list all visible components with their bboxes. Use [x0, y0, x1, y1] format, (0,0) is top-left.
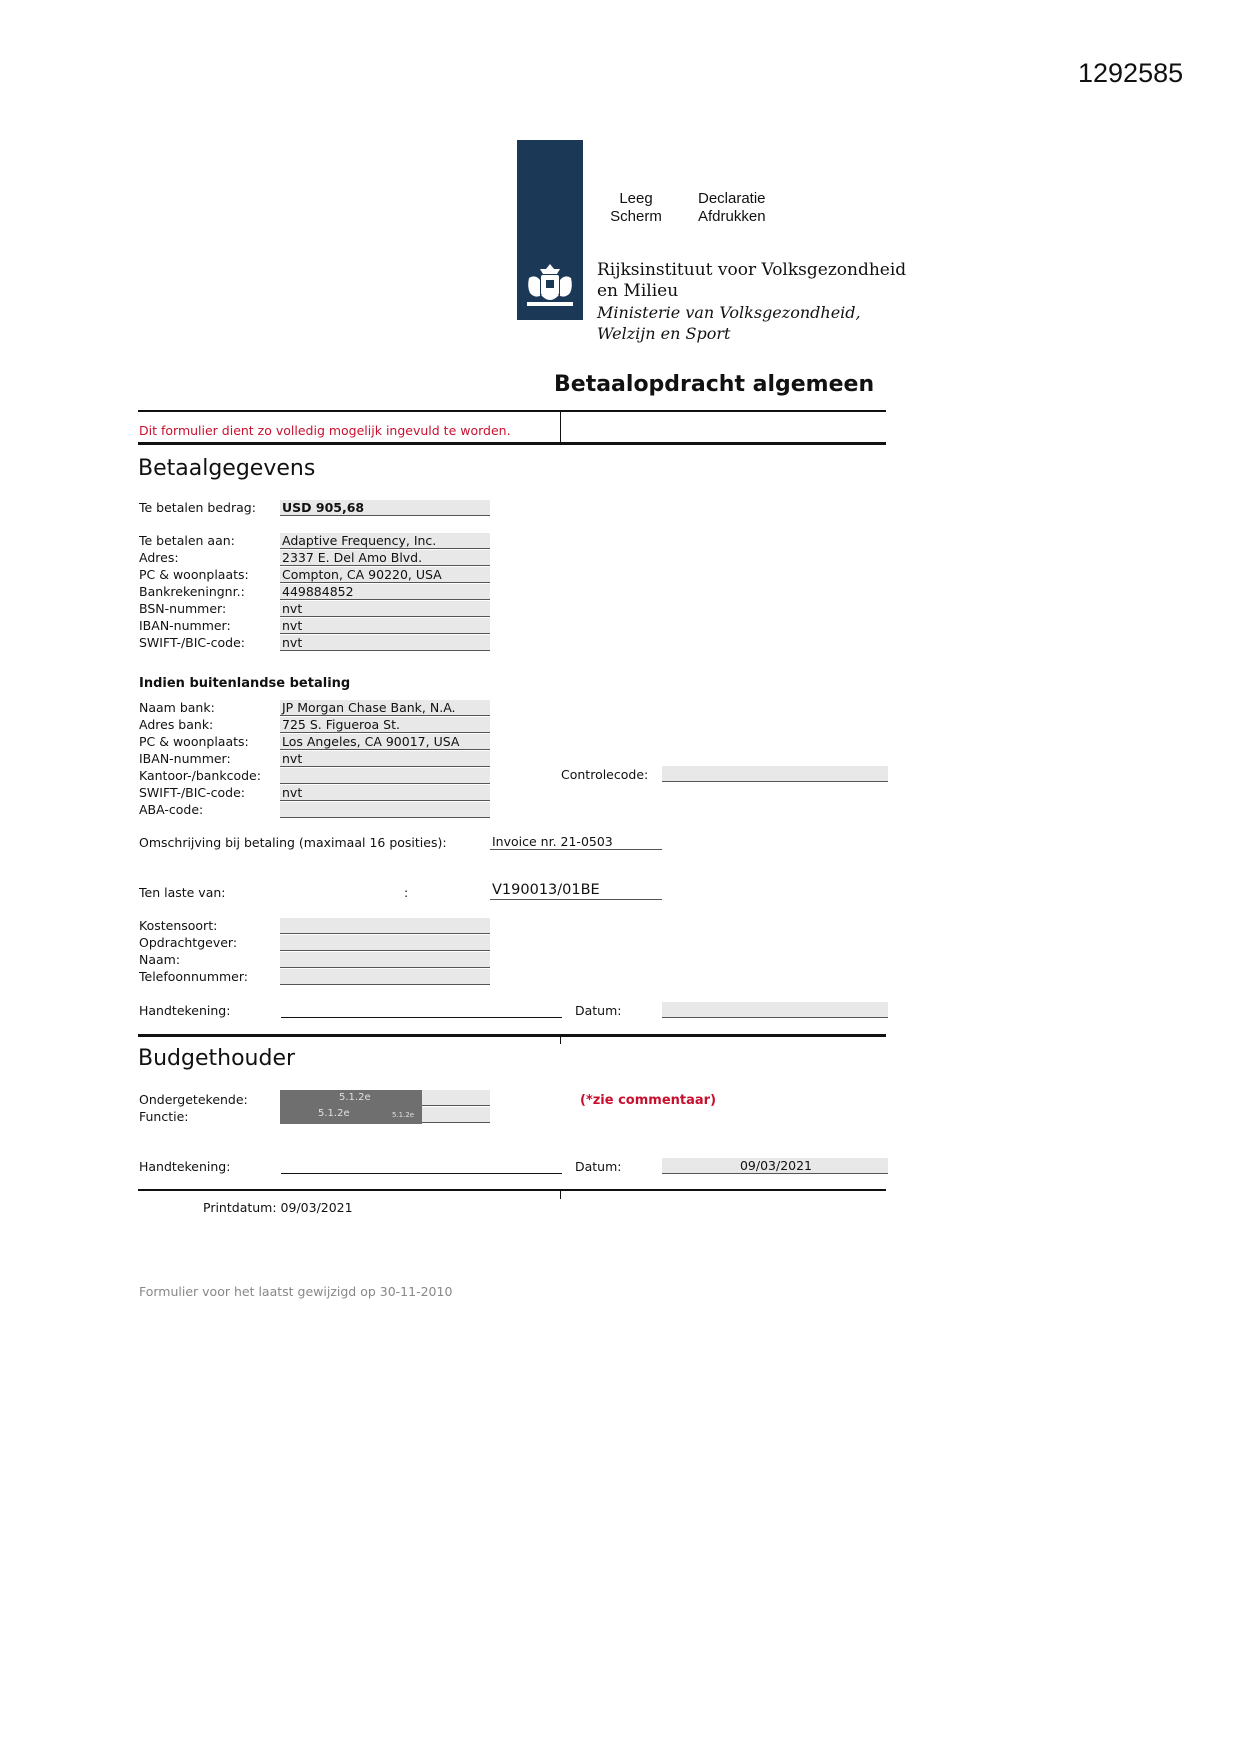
signature-label: Handtekening:: [139, 1003, 231, 1018]
signer-field[interactable]: [422, 1090, 490, 1106]
redaction-code: 5.1.2e: [392, 1111, 415, 1119]
amount-label: Te betalen bedrag:: [139, 500, 256, 515]
budget-signature-line[interactable]: [281, 1173, 562, 1174]
bsn-field[interactable]: nvt: [280, 601, 490, 617]
bank-postcode-city-field[interactable]: Los Angeles, CA 90017, USA: [280, 734, 490, 750]
print-date-label: Printdatum:: [203, 1200, 277, 1215]
function-field[interactable]: [422, 1107, 490, 1123]
name-label: Naam:: [139, 952, 181, 967]
charge-to-colon: :: [404, 885, 409, 900]
date-field[interactable]: [662, 1002, 888, 1018]
budget-date-label: Datum:: [575, 1159, 622, 1174]
organization-name: Rijksinstituut voor Volksgezondheid en Milieu Ministerie van Volksgezondheid, Welzijn en Sport: [597, 260, 907, 343]
bank-address-field[interactable]: 725 S. Figueroa St.: [280, 717, 490, 733]
print-date: [203, 1200, 353, 1216]
phone-label: Telefoonnummer:: [139, 969, 249, 984]
divider: [138, 442, 886, 445]
bank-name-field[interactable]: JP Morgan Chase Bank, N.A.: [280, 700, 490, 716]
aba-code-field[interactable]: [280, 802, 490, 818]
divider: [560, 410, 561, 444]
bank-iban-label: IBAN-nummer:: [139, 751, 231, 766]
cost-type-field[interactable]: [280, 918, 490, 934]
clear-screen-button[interactable]: Leeg Scherm: [610, 190, 662, 225]
divider: [560, 1189, 561, 1199]
bank-swift-label: SWIFT-/BIC-code:: [139, 785, 246, 800]
iban-label: IBAN-nummer:: [139, 618, 231, 633]
section-title-budgethouder: Budgethouder: [138, 1046, 296, 1071]
iban-field[interactable]: nvt: [280, 618, 490, 634]
bank-address-label: Adres bank:: [139, 717, 214, 732]
bsn-label: BSN-nummer:: [139, 601, 227, 616]
print-declaration-button[interactable]: Declaratie Afdrukken: [698, 190, 766, 225]
signature-line[interactable]: [281, 1017, 562, 1018]
phone-field[interactable]: [280, 969, 490, 985]
foreign-payment-heading: Indien buitenlandse betaling: [139, 676, 351, 691]
payee-label: Te betalen aan:: [139, 533, 235, 548]
account-number-field[interactable]: 449884852: [280, 584, 490, 600]
signer-label: Ondergetekende:: [139, 1092, 248, 1107]
amount-field[interactable]: USD 905,68: [280, 500, 490, 516]
bank-swift-field[interactable]: nvt: [280, 785, 490, 801]
divider: [560, 1034, 561, 1044]
address-field[interactable]: 2337 E. Del Amo Blvd.: [280, 550, 490, 566]
account-number-label: Bankrekeningnr.:: [139, 584, 245, 599]
bank-code-field[interactable]: [280, 768, 490, 784]
section-title-betaalgegevens: Betaalgegevens: [138, 456, 316, 481]
bank-postcode-city-label: PC & woonplaats:: [139, 734, 249, 749]
bank-code-label: Kantoor-/bankcode:: [139, 768, 261, 783]
postcode-city-label: PC & woonplaats:: [139, 567, 249, 582]
client-field[interactable]: [280, 935, 490, 951]
bank-name-label: Naam bank:: [139, 700, 215, 715]
notice-text: Dit formulier dient zo volledig mogelijk ingevuld te worden.: [139, 423, 511, 438]
payee-field[interactable]: Adaptive Frequency, Inc.: [280, 533, 490, 549]
description-field[interactable]: Invoice nr. 21-0503: [490, 834, 662, 850]
swift-field[interactable]: nvt: [280, 635, 490, 651]
divider: [138, 1189, 886, 1191]
footer-text: Formulier voor het laatst gewijzigd op 30-11-2010: [139, 1284, 453, 1299]
divider: [138, 1034, 886, 1037]
date-label: Datum:: [575, 1003, 622, 1018]
charge-to-field[interactable]: V190013/01BE: [490, 881, 662, 900]
budget-date-field[interactable]: 09/03/2021: [662, 1158, 888, 1174]
document-number: 1292585: [1078, 58, 1184, 88]
print-date-value: 09/03/2021: [280, 1200, 353, 1215]
crest-icon: [521, 258, 579, 316]
postcode-city-field[interactable]: Compton, CA 90220, USA: [280, 567, 490, 583]
swift-label: SWIFT-/BIC-code:: [139, 635, 246, 650]
address-label: Adres:: [139, 550, 179, 565]
form-title: Betaalopdracht algemeen: [554, 372, 875, 396]
budget-signature-label: Handtekening:: [139, 1159, 231, 1174]
control-code-field[interactable]: [662, 766, 888, 782]
comment-note: (*zie commentaar): [580, 1093, 717, 1108]
aba-code-label: ABA-code:: [139, 802, 204, 817]
function-label: Functie:: [139, 1109, 189, 1124]
cost-type-label: Kostensoort:: [139, 918, 218, 933]
name-field[interactable]: [280, 952, 490, 968]
bank-iban-field[interactable]: nvt: [280, 751, 490, 767]
client-label: Opdrachtgever:: [139, 935, 238, 950]
charge-to-label: Ten laste van:: [139, 885, 226, 900]
description-label: Omschrijving bij betaling (maximaal 16 posities):: [139, 835, 447, 850]
redaction-code: 5.1.2e: [318, 1108, 350, 1119]
redaction-code: 5.1.2e: [339, 1092, 371, 1103]
divider: [138, 410, 886, 412]
control-code-label: Controlecode:: [561, 767, 649, 782]
